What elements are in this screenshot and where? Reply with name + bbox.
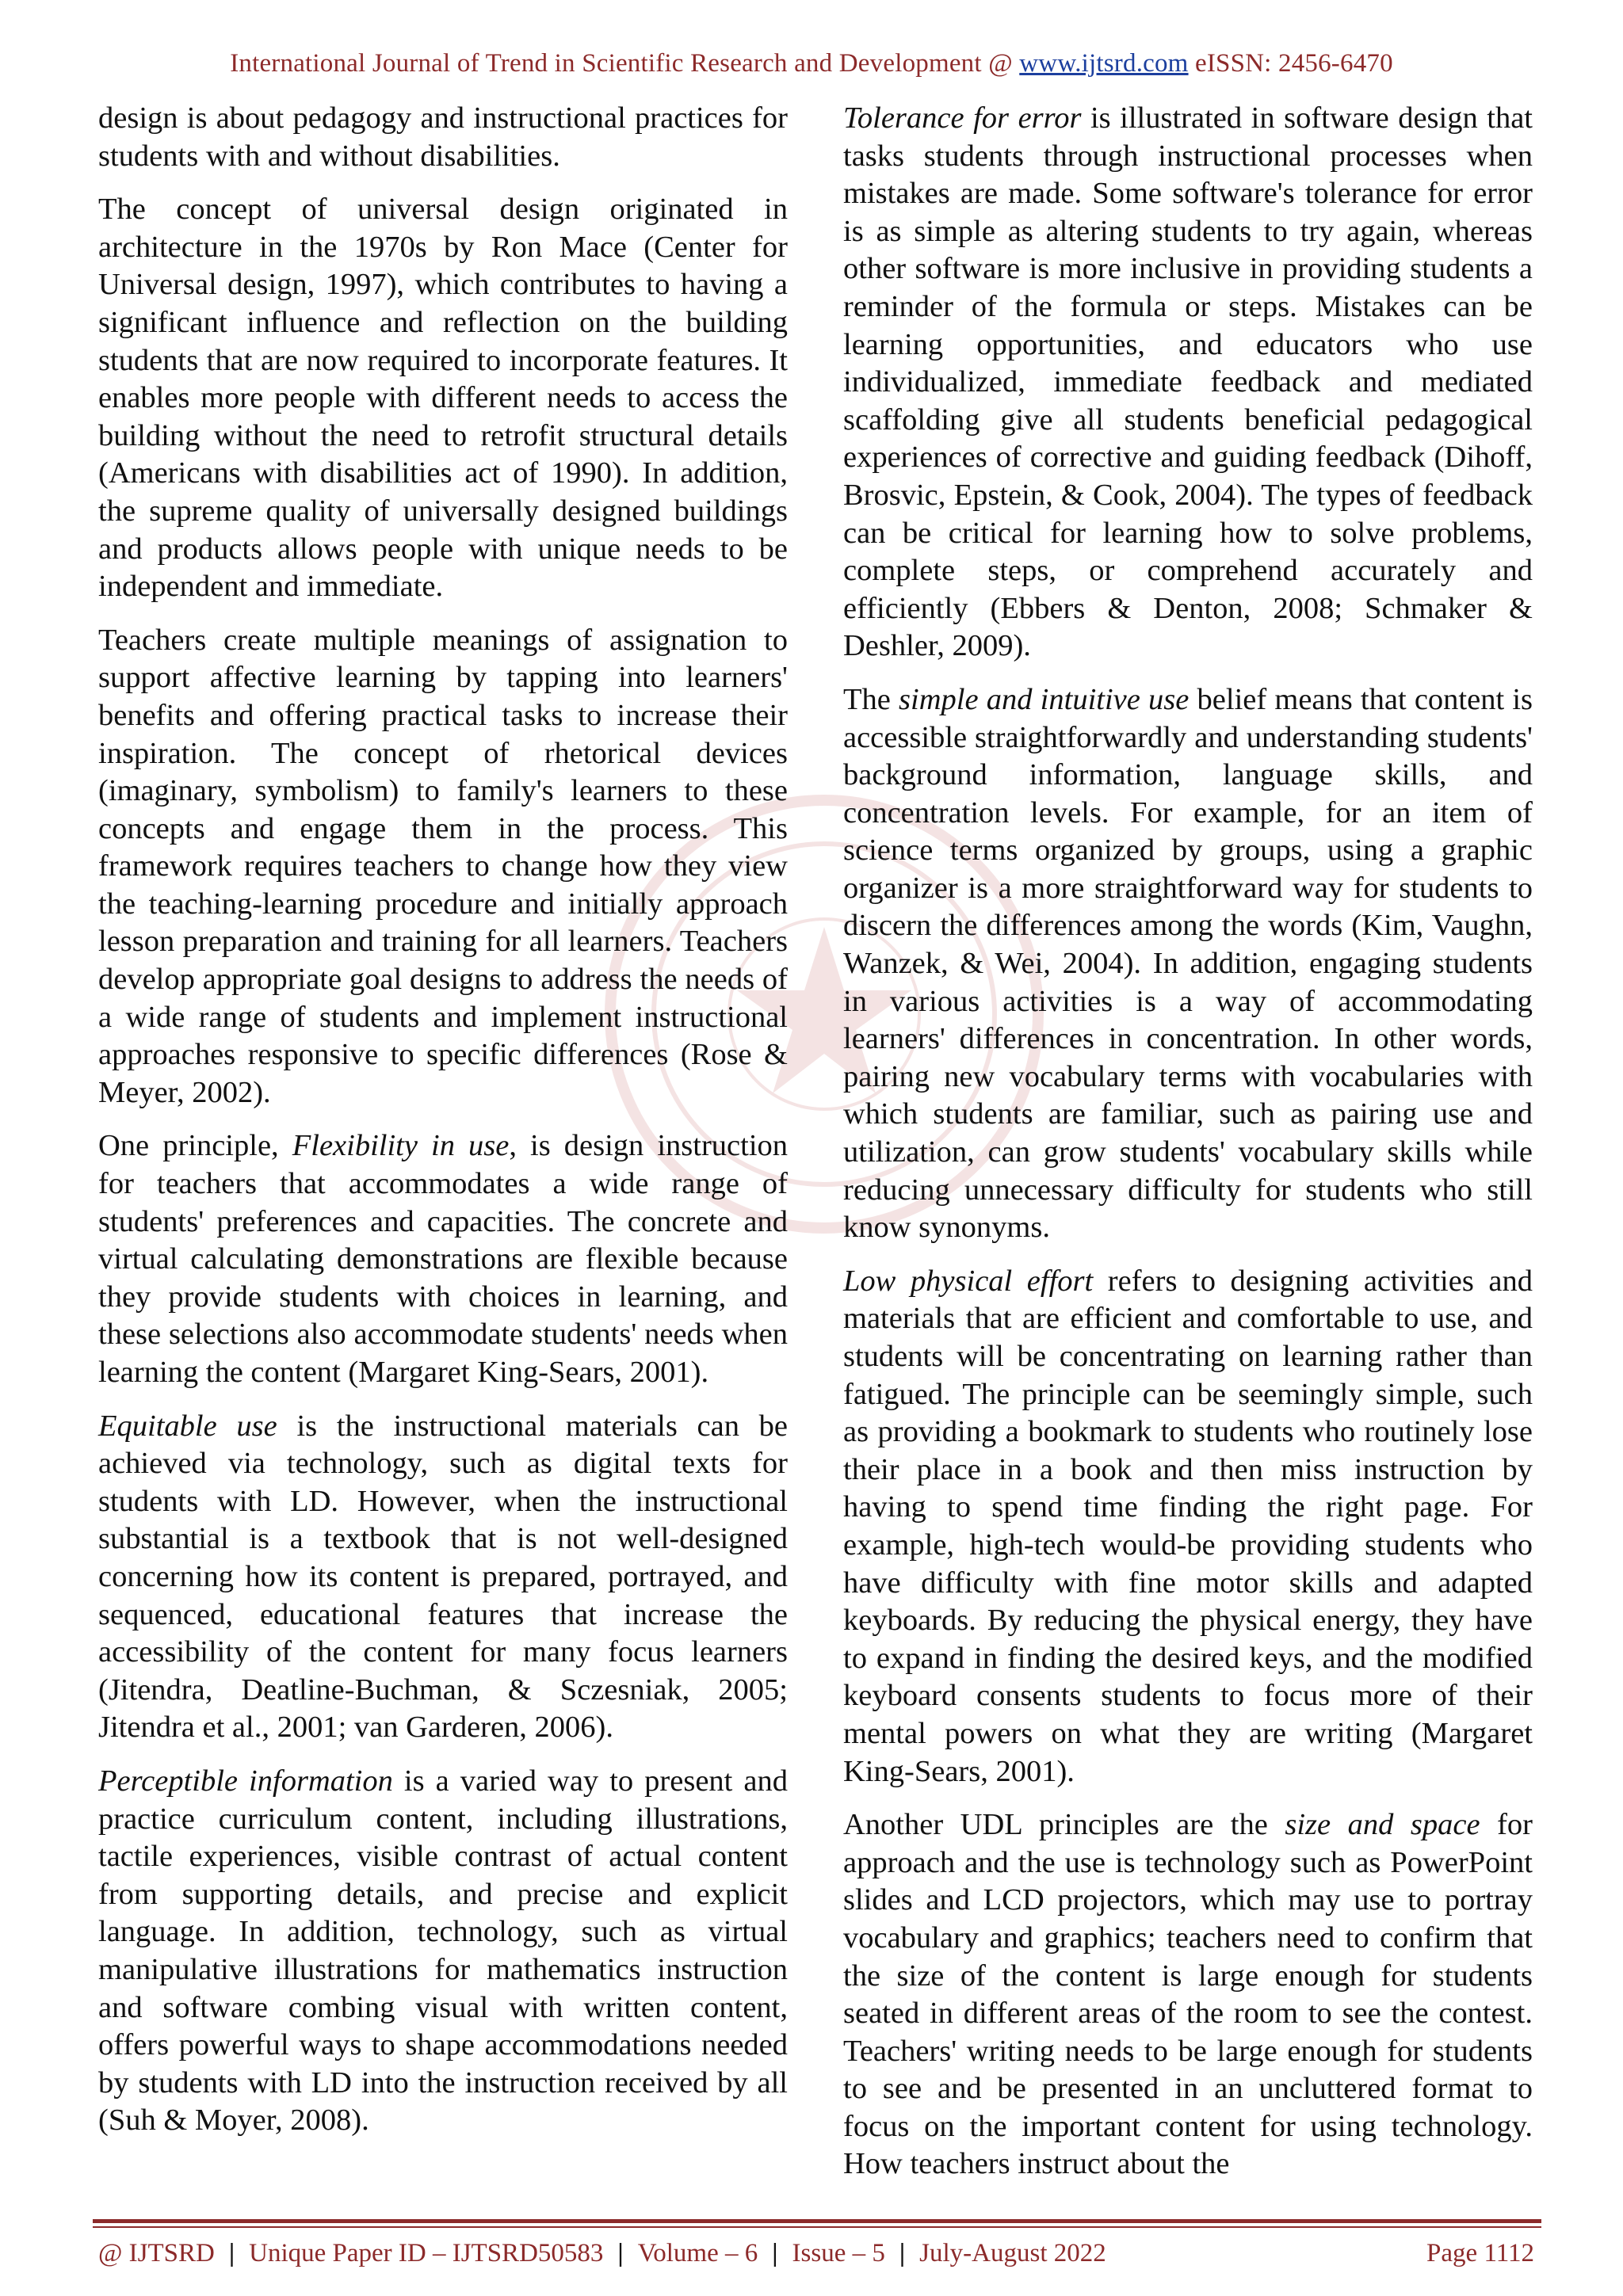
principle-term: Tolerance for error bbox=[843, 101, 1082, 135]
paragraph bbox=[843, 681, 1533, 1247]
paragraph-text: is a varied way to present and practice curriculum content, including illustrations, tactile experiences, visible contrast of actual content from supporting details, and precise and explicit language. In addition, technology, such as virtual manipulative illustrations for mathematics instruction and software combing visual with written content, offers powerful ways to shape accommodations needed by students with LD into the instruction received by all (Suh & Moyer, 2008). bbox=[98, 1764, 788, 2138]
footer-journal: @ IJTSRD bbox=[98, 2239, 215, 2267]
paragraph: Teachers create multiple meanings of assignation to support affective learning by tapping into learners' benefits and offering practical tasks to increase their inspiration. The concept of rhetorical devices (imaginary, symbolism) to family's learners to these concepts and engage them in the process. This framework requires teachers to change how they view the teaching-learning procedure and initially approach lesson preparation and training for all learners. Teachers develop appropriate goal designs to address the needs of a wide range of students and implement instructional approaches responsive to specific differences (Rose & Meyer, 2002). bbox=[98, 623, 788, 1109]
paragraph bbox=[98, 1408, 788, 1747]
footer-volume: Volume – 6 bbox=[637, 2239, 758, 2267]
footer-divider bbox=[93, 2219, 1541, 2223]
paragraph bbox=[843, 1806, 1533, 2183]
paragraph: design is about pedagogy and instructional practices for students with and without disabilities. bbox=[98, 101, 788, 173]
running-header bbox=[0, 49, 1623, 78]
right-column bbox=[843, 100, 1533, 2199]
header-journal-title: International Journal of Trend in Scientific Research and Development @ bbox=[230, 49, 1020, 78]
paragraph-text: The bbox=[843, 682, 899, 716]
principle-term: Equitable use bbox=[98, 1409, 277, 1443]
footer-separator: | bbox=[617, 2239, 624, 2267]
paragraph-text: belief means that content is accessible straightforwardly and understanding students' background information, language skills, and concentration levels. For example, for an item of science terms organized by groups, using a graphic organizer is a more straightforward way for students to discern the differences among the words (Kim, Vaughn, Wanzek, & Wei, 2004). In addition, engaging students in various activities is a way of accommodating learners' differences in concentration. In other words, pairing new vocabulary terms with vocabularies with which students are familiar, such as pairing use and utilization, can grow students' vocabulary skills while reducing unnecessary difficulty for students who still know synonyms. bbox=[843, 682, 1533, 1245]
left-column bbox=[98, 100, 788, 2156]
principle-term: size and space bbox=[1285, 1808, 1480, 1842]
footer-date: July-August 2022 bbox=[919, 2239, 1106, 2267]
paragraph-text: Another UDL principles are the bbox=[843, 1808, 1285, 1842]
paragraph bbox=[843, 100, 1533, 666]
footer-issue: Issue – 5 bbox=[792, 2239, 885, 2267]
paragraph bbox=[843, 1263, 1533, 1791]
footer-separator: | bbox=[228, 2239, 235, 2267]
principle-term: simple and intuitive use bbox=[899, 682, 1190, 716]
paragraph bbox=[98, 1127, 788, 1391]
journal-website-link[interactable]: www.ijtsrd.com bbox=[1019, 49, 1189, 78]
footer-divider-thin bbox=[93, 2226, 1541, 2228]
paragraph: The concept of universal design originated in architecture in the 1970s by Ron Mace (Center for Universal design, 1997), which contributes to having a significant influence and reflection on the building students that are now required to incorporate features. It enables more people with different needs to access the building without the need to retrofit structural details (Americans with disabilities act of 1990). In addition, the supreme quality of universally designed buildings and products allows people with unique needs to be independent and immediate. bbox=[98, 193, 788, 604]
paragraph-text: is the instructional materials can be achieved via technology, such as digital texts for students with LD. However, when the instructional substantial is a textbook that is not well-designed concerning how its content is prepared, portrayed, and sequenced, educational features that increase the accessibility of the content for many focus learners (Jitendra, Deatline-Buchman, & Sczesniak, 2005; Jitendra et al., 2001; van Garderen, 2006). bbox=[98, 1409, 788, 1745]
footer-info bbox=[98, 2239, 1106, 2268]
header-issn: eISSN: 2456-6470 bbox=[1188, 49, 1393, 78]
footer-separator: | bbox=[772, 2239, 778, 2267]
footer-separator: | bbox=[899, 2239, 906, 2267]
page-number: Page 1112 bbox=[1426, 2239, 1534, 2267]
principle-term: Low physical effort bbox=[843, 1264, 1094, 1298]
paragraph-text: is illustrated in software design that tasks students through instructional processes when mistakes are made. Some software's tolerance for error is as simple as altering students to try again, whereas other software is more inclusive in providing students a reminder of the formula or steps. Mistakes can be learning opportunities, and educators who use individualized, immediate feedback and mediated scaffolding give all students beneficial pedagogical experiences of corrective and guiding feedback (Dihoff, Brosvic, Epstein, & Cook, 2004). The types of feedback can be critical for learning how to solve problems, complete steps, or comprehend accurately and efficiently (Ebbers & Denton, 2008; Schmaker & Deshler, 2009). bbox=[843, 101, 1533, 663]
paragraph-text: One principle, bbox=[98, 1129, 292, 1163]
paragraph-text: , is design instruction for teachers that accommodates a wide range of students' preferences and capacities. The concrete and virtual calculating demonstrations are flexible because they provide students with choices in learning, and these selections also accommodate students' needs when learning the content (Margaret King-Sears, 2001). bbox=[98, 1129, 789, 1389]
paragraph bbox=[98, 1763, 788, 2140]
footer-paper-id: Unique Paper ID – IJTSRD50583 bbox=[249, 2239, 604, 2267]
running-footer bbox=[98, 2239, 1534, 2268]
principle-term: Perceptible information bbox=[98, 1764, 393, 1798]
paragraph-text: for approach and the use is technology such as PowerPoint slides and LCD projectors, which may use to portray vocabulary and graphics; teachers need to confirm that the size of the content is large enough for students seated in different areas of the room to see the contest. Teachers' writing needs to be large enough for students to see and be presented in an uncluttered format to focus on the important content for using technology. How teachers instruct about the bbox=[843, 1808, 1533, 2181]
paragraph-text: refers to designing activities and materials that are efficient and comfortable to use, and students will be concentrating on learning rather than fatigued. The principle can be seemingly simple, such as providing a bookmark to students who routinely lose their place in a book and then miss instruction by having to spend time finding the right page. For example, high-tech would-be providing students who have difficulty with fine motor skills and adapted keyboards. By reducing the physical energy, they have to expand in finding the desired keys, and the modified keyboard consents students to focus more of their mental powers on what they are writing (Margaret King-Sears, 2001). bbox=[843, 1264, 1533, 1788]
principle-term: Flexibility in use bbox=[292, 1129, 510, 1163]
